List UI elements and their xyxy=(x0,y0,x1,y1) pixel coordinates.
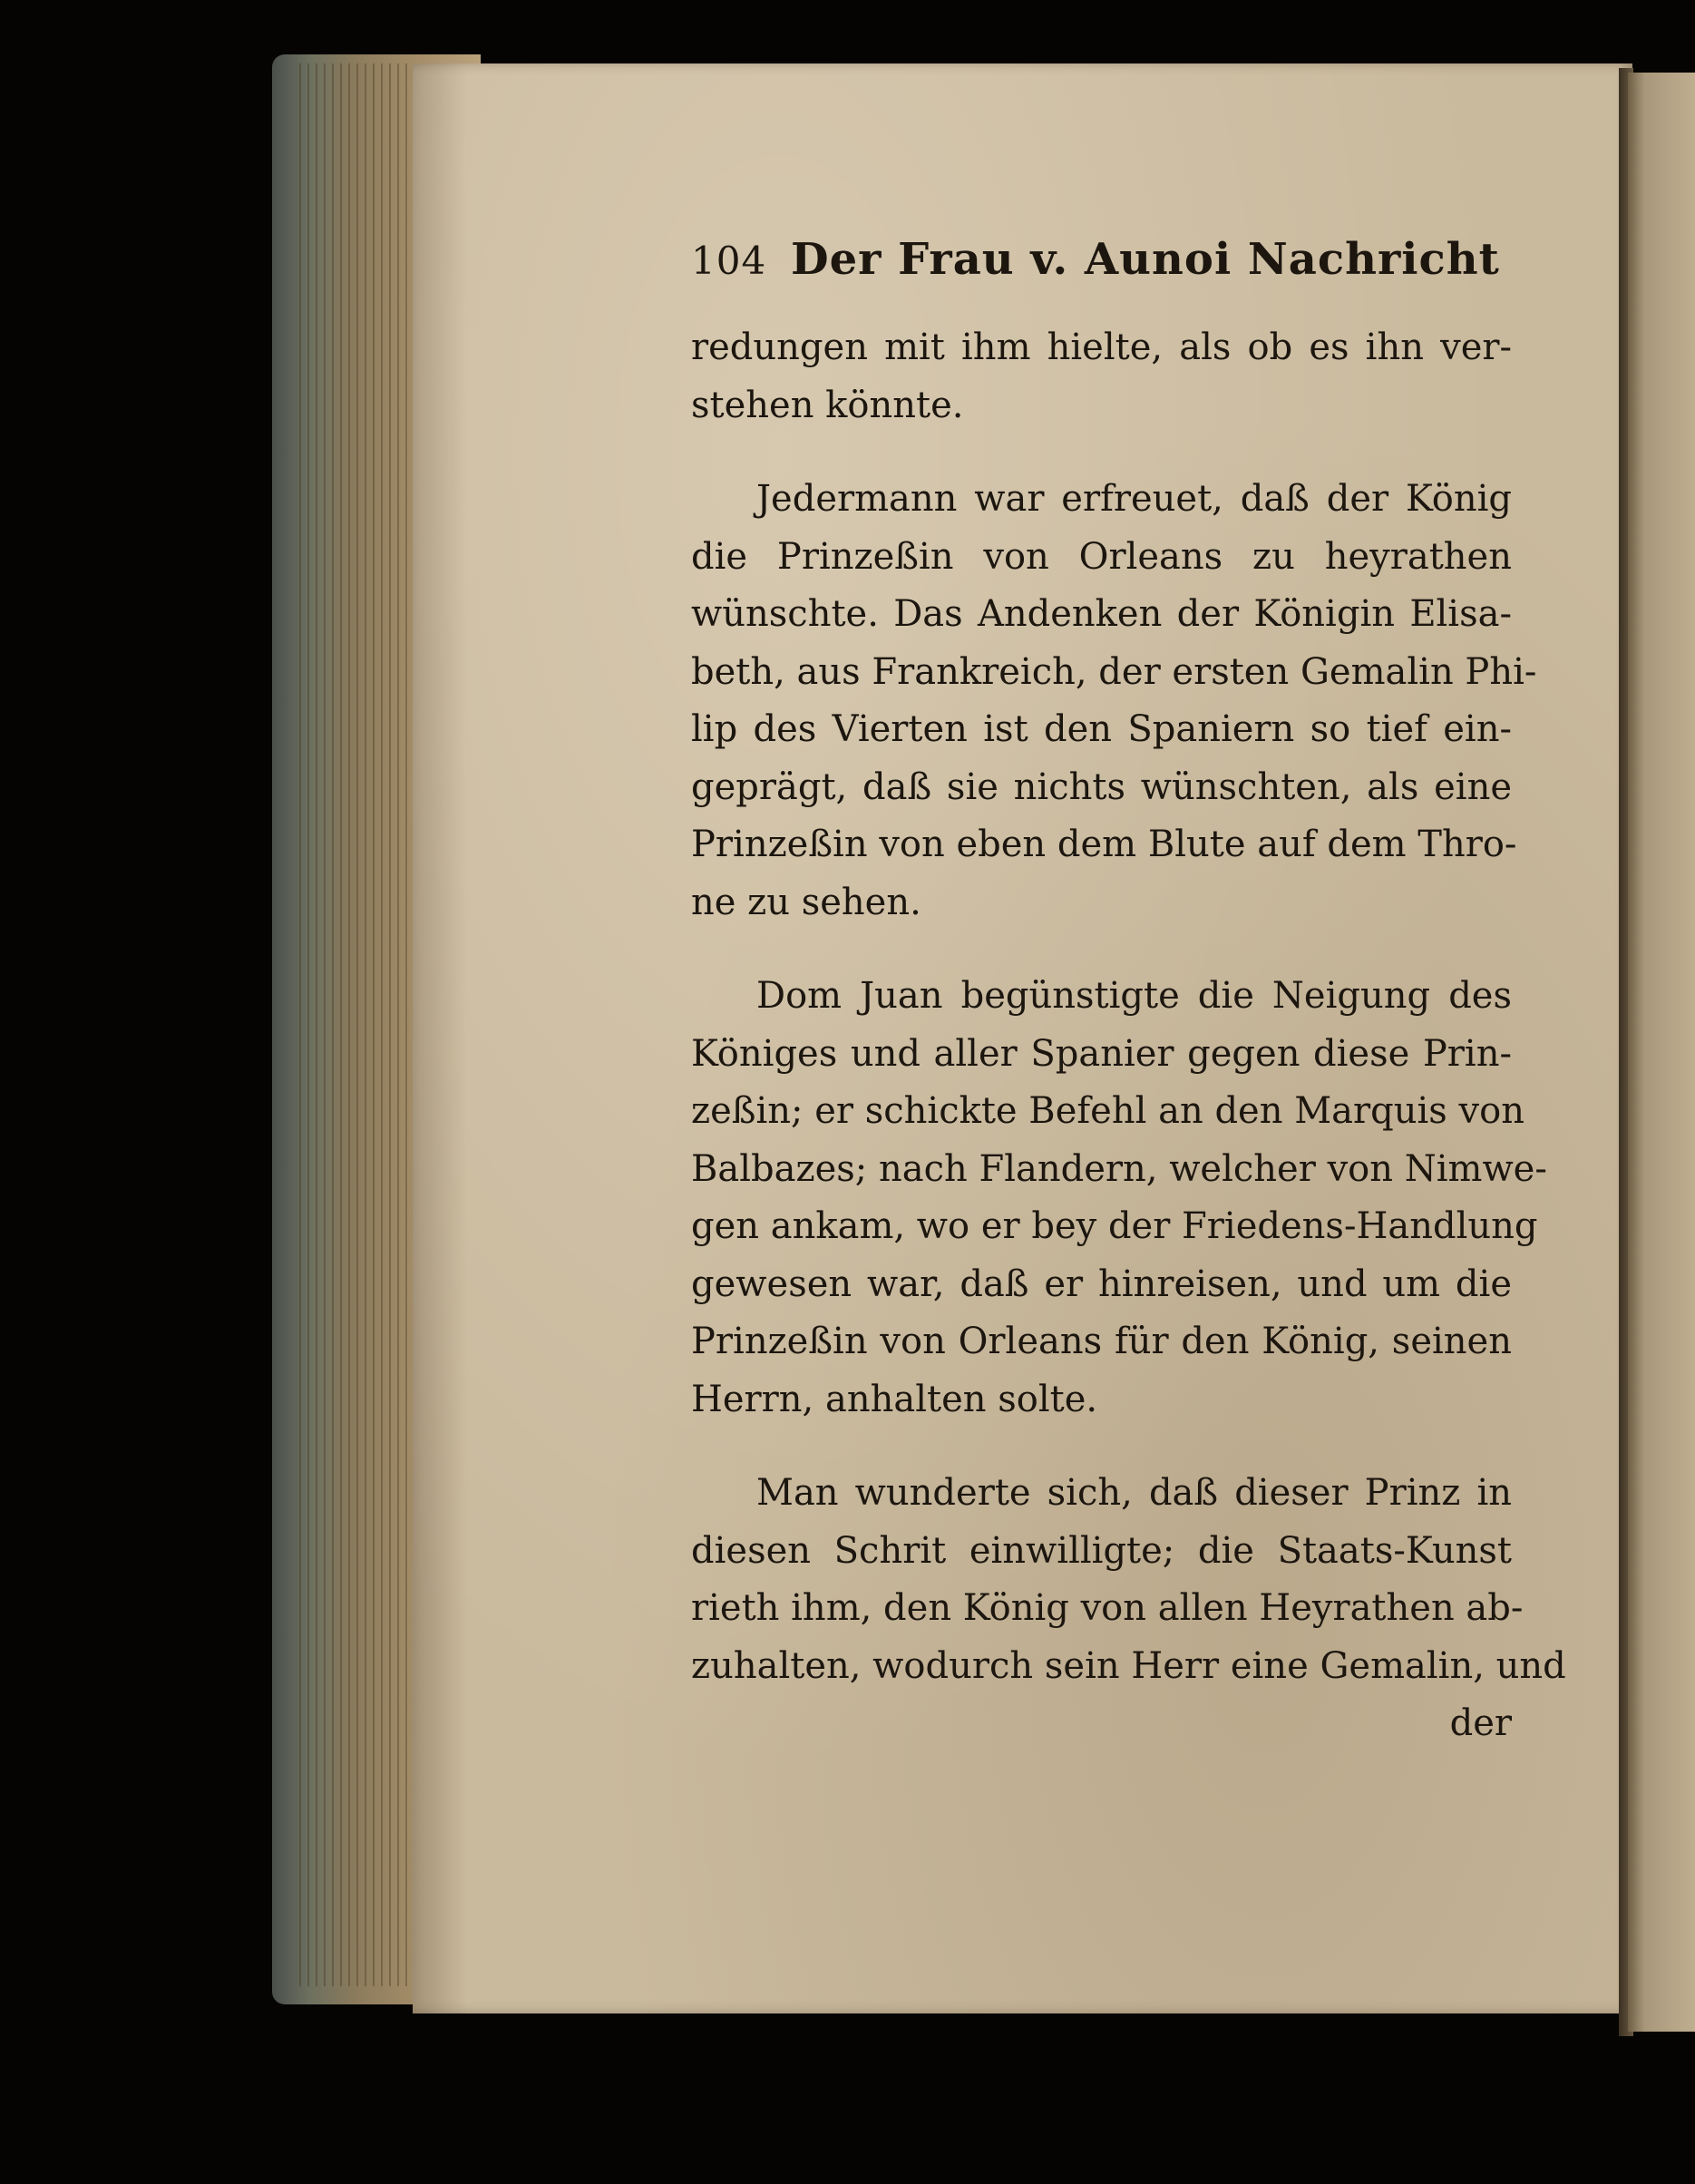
spacer xyxy=(691,931,1512,968)
facing-page-edge xyxy=(1628,73,1695,2032)
paragraph-1 xyxy=(691,319,1512,434)
paragraph-2 xyxy=(691,471,1537,931)
spacer xyxy=(691,1428,1512,1465)
text-line: geprägt, daß sie nichts wünschten, als eine xyxy=(691,765,1512,808)
text-line: Jedermann war erfreuet, daß der König xyxy=(756,478,1512,520)
text-line: Dom Juan begünstigte die Neigung des xyxy=(756,975,1512,1017)
running-head: Der Frau v. Aunoi Nachricht xyxy=(791,234,1500,285)
spacer xyxy=(691,307,1512,319)
text-line: wünschte. Das Andenken der Königin Elisa- xyxy=(691,593,1512,635)
text-line: zuhalten, wodurch sein Herr eine Gemalin, und xyxy=(691,1644,1566,1687)
text-block xyxy=(691,234,1566,1753)
text-line: Prinzeßin von Orleans für den König, seinen xyxy=(691,1321,1512,1362)
page-number: 104 xyxy=(691,239,767,283)
paragraph-3 xyxy=(691,968,1547,1428)
text-line: beth, aus Frankreich, der ersten Gemalin Phi- xyxy=(691,650,1537,693)
text-line: die Prinzeßin von Orleans zu heyrathen xyxy=(691,535,1512,578)
catchword: der xyxy=(1449,1702,1512,1744)
paragraph-4 xyxy=(691,1465,1566,1695)
text-line: lip des Vierten ist den Spaniern so tief ein- xyxy=(691,708,1512,750)
text-line: ne zu sehen. xyxy=(691,881,921,923)
text-line: Herrn, anhalten solte. xyxy=(691,1378,1098,1420)
text-line: rieth ihm, den König von allen Heyrathen ab- xyxy=(691,1587,1524,1629)
text-line: diesen Schrit einwilligte; die Staats-Kunst xyxy=(691,1529,1512,1572)
text-line: Balbazes; nach Flandern, welcher von Nimwe- xyxy=(691,1147,1547,1190)
text-line: Königes und aller Spanier gegen diese Prin- xyxy=(691,1032,1512,1075)
spacer xyxy=(691,434,1512,471)
text-line: zeßin; er schickte Befehl an den Marquis von xyxy=(691,1090,1525,1132)
text-line: Man wunderte sich, daß dieser Prinz in xyxy=(756,1472,1512,1514)
text-line: Prinzeßin von eben dem Blute auf dem Thro- xyxy=(691,824,1517,865)
text-line: gewesen war, daß er hinreisen, und um die xyxy=(691,1263,1512,1305)
page-header xyxy=(691,234,1512,307)
text-line: stehen könnte. xyxy=(691,384,964,426)
text-line: gen ankam, wo er bey der Friedens-Handlung xyxy=(691,1205,1538,1247)
text-line: redungen mit ihm hielte, als ob es ihn ver- xyxy=(691,327,1512,368)
